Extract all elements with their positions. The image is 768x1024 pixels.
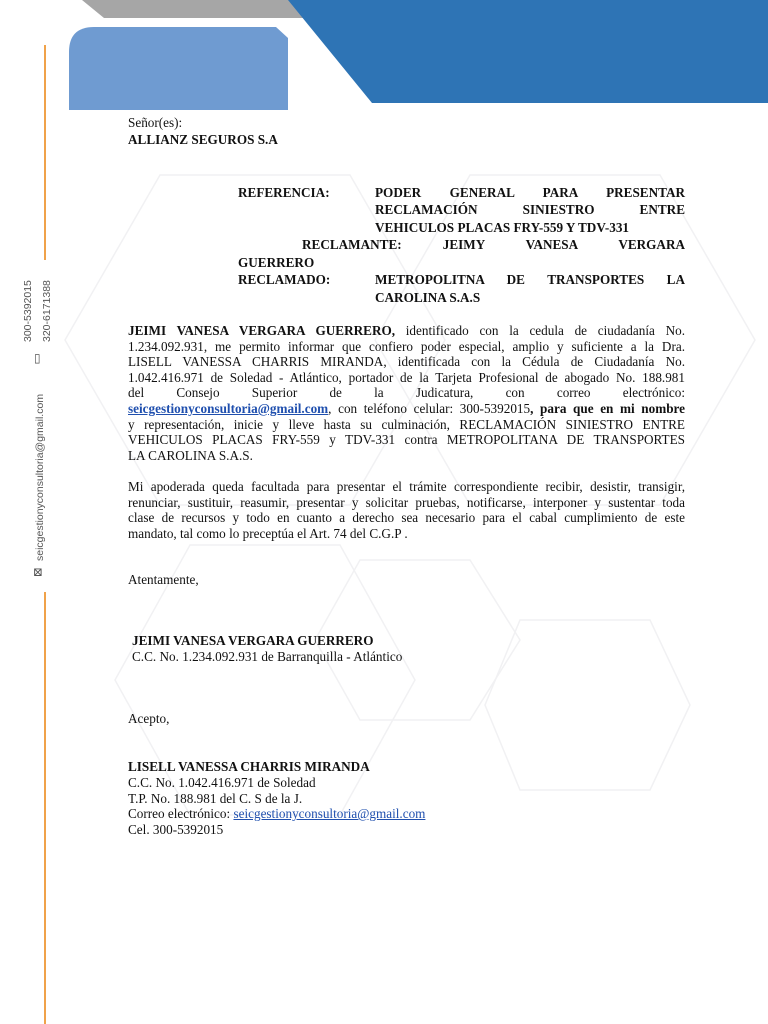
p1-line-3: LISELL VANESSA CHARRIS MIRANDA, identificada con la Cédula de Ciudadanía No. (128, 354, 685, 370)
p1-line-9: LA CAROLINA S.A.S. (128, 447, 253, 463)
sidebar-email: seicgestionyconsultoria@gmail.com (34, 393, 46, 561)
p1-line-8: VEHICULOS PLACAS FRY-559 y TDV-331 contra METROPOLITANA DE TRANSPORTES (128, 432, 685, 448)
phone-icon: ▯ (34, 351, 41, 365)
reference-line-2: RECLAMACIÓN SINIESTRO ENTRE (375, 202, 685, 217)
p1-line-1-text: identificado con la cedula de ciudadanía No. (395, 323, 685, 338)
p1-line-5: del Consejo Superior de la Judicatura, con correo electrónico: (128, 385, 685, 401)
p2-line-3: clase de recursos y todo en cuanto a derecho sea necesario para el cabal cumplimiento de este (128, 510, 685, 526)
p1-line-6-end: , para que en mi nombre (530, 400, 685, 416)
lawyer-email-label: Correo electrónico: (128, 806, 234, 821)
claimant-line-2: GUERRERO (238, 255, 315, 270)
lawyer-name: LISELL VANESSA CHARRIS MIRANDA (128, 759, 370, 774)
p1-line-6 (128, 401, 685, 417)
regards: Atentamente, (128, 572, 199, 587)
sidebar-phone-2: 320-6171388 (41, 280, 53, 342)
lawyer-id: C.C. No. 1.042.416.971 de Soledad (128, 775, 316, 790)
header-banner (0, 0, 768, 110)
lawyer-cel: Cel. 300-5392015 (128, 822, 224, 837)
signer-name: JEIMI VANESA VERGARA GUERRERO (132, 633, 374, 648)
header-light-blue-tab (69, 27, 288, 110)
header-blue-band (288, 0, 768, 103)
p2-line-2: renunciar, sustituir, reasumir, presentar y solicitar pruebas, notificarse, interponer y sustentar toda (128, 494, 685, 510)
reference-line-3: VEHICULOS PLACAS FRY-559 Y TDV-331 (375, 220, 630, 235)
claimant-line-1: RECLAMANTE: JEIMY VANESA VERGARA (302, 237, 685, 252)
p1-line-2: 1.234.092.931, me permito informar que confiero poder especial, amplio y suficiente a la Dra. (128, 338, 685, 354)
envelope-icon: ⊠ (33, 565, 44, 579)
signer-id: C.C. No. 1.234.092.931 de Barranquilla - Atlántico (132, 649, 403, 664)
sidebar-orange-line-top (44, 45, 46, 260)
claimed-line-2: CAROLINA S.A.S (375, 290, 481, 305)
p2-line-4: mandato, tal como lo preceptúa el Art. 74 del C.G.P . (128, 525, 408, 541)
p1-line-4: 1.042.416.971 de Soledad - Atlántico, portador de la Tarjeta Profesional de abogado No. 188.981 (128, 369, 685, 385)
grantor-name: JEIMI VANESA VERGARA GUERRERO, (128, 323, 396, 338)
lawyer-email-row (128, 806, 425, 822)
email-link[interactable]: seicgestionyconsultoria@gmail.com (128, 400, 329, 416)
lawyer-email-link[interactable]: seicgestionyconsultoria@gmail.com (233, 806, 426, 821)
paragraph-faculties (128, 479, 685, 541)
p2-line-1: Mi apoderada queda facultada para presentar el trámite correspondiente recibir, desistir, transigir, (128, 479, 685, 494)
recipient-company: ALLIANZ SEGUROS S.A (128, 132, 278, 147)
lawyer-tp: T.P. No. 188.981 del C. S de la J. (128, 791, 303, 806)
salutation: Señor(es): (128, 115, 183, 130)
accept-label: Acepto, (128, 711, 170, 726)
paragraph-power-of-attorney (128, 323, 685, 463)
p1-line-1 (128, 323, 685, 339)
claimed-line-1: METROPOLITNA DE TRANSPORTES LA (375, 272, 685, 287)
reference-label: REFERENCIA: (238, 185, 330, 200)
reference-line-1: PODER GENERAL PARA PRESENTAR (375, 185, 685, 200)
p1-line-7: y representación, inicie y lleve hasta su culminación, RECLAMACIÓN SINIESTRO ENTRE (128, 416, 685, 432)
claimed-label: RECLAMADO: (238, 272, 331, 287)
sidebar-orange-line-bottom (44, 592, 46, 1024)
p1-phone-text: , con teléfono celular: 300-5392015 (328, 400, 531, 416)
sidebar-phone-1: 300-5392015 (22, 280, 34, 342)
